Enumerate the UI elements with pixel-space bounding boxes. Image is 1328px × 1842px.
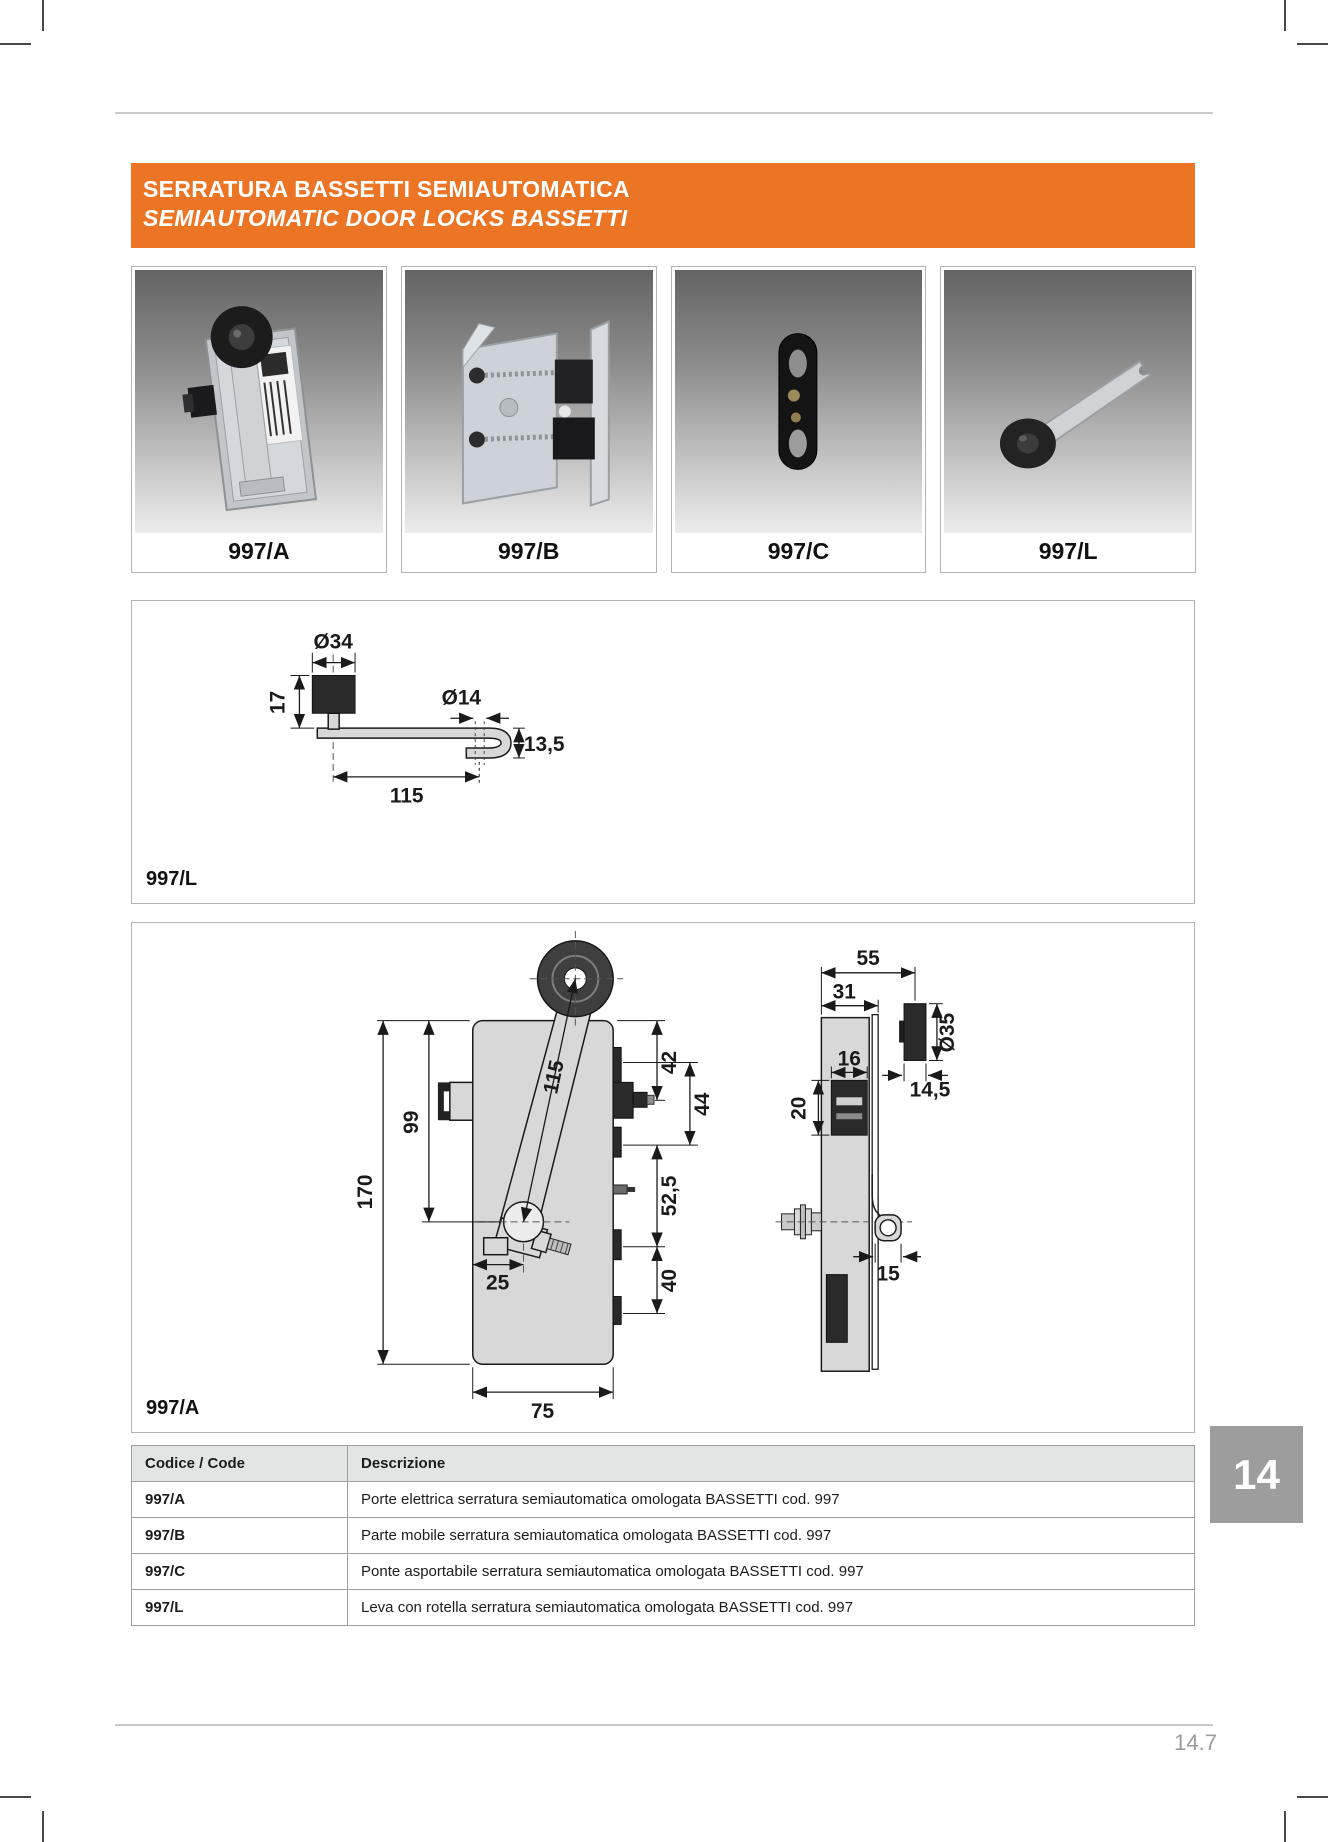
product-photo-997C <box>675 270 923 533</box>
table-row <box>132 1482 1195 1518</box>
technical-drawing-997A <box>131 922 1195 1433</box>
crop-mark <box>0 1796 31 1798</box>
cell-code: 997/L <box>132 1590 348 1626</box>
col-header-description: Descrizione <box>348 1446 1195 1482</box>
side-components <box>613 1048 654 1325</box>
crop-mark <box>1284 1811 1286 1842</box>
product-photo-997L <box>944 270 1192 533</box>
dim-v42: 42 <box>657 1050 681 1075</box>
bottom-divider <box>115 1724 1213 1726</box>
cell-description: Parte mobile serratura semiautomatica omologata BASSETTI cod. 997 <box>348 1518 1195 1554</box>
drawing-997A-canvas <box>132 923 1194 1432</box>
chapter-tab: 14 <box>1210 1426 1303 1523</box>
product-card-997B <box>401 266 657 573</box>
dim-roller-width: 14,5 <box>909 1078 951 1102</box>
bridge-part-photo-sketch <box>675 270 923 533</box>
product-code-label: 997/L <box>1038 537 1098 564</box>
roller-side <box>904 1004 926 1061</box>
product-code-label: 997/B <box>497 537 560 564</box>
product-code-label: 997/C <box>767 537 830 564</box>
dim-body-depth: 31 <box>832 980 856 1004</box>
section-title-italian: SERRATURA BASSETTI SEMIAUTOMATICA <box>143 176 630 202</box>
dim-clamp-width: 16 <box>837 1047 861 1071</box>
dim-rotella-offset: 15 <box>876 1262 900 1286</box>
drawing-label: 997/A <box>146 1397 200 1419</box>
dim-roller-diameter: Ø34 <box>313 630 353 654</box>
dim-clamp-height: 20 <box>787 1096 811 1120</box>
dim-roller-height: 17 <box>266 690 290 714</box>
dim-body-total-height: 170 <box>354 1174 378 1210</box>
product-cards-row <box>131 266 1196 573</box>
table-row <box>132 1518 1195 1554</box>
roller-front <box>312 676 355 714</box>
col-header-code: Codice / Code <box>132 1446 348 1482</box>
product-photo-997A <box>135 270 383 533</box>
cell-description: Ponte asportabile serratura semiautomatica omologata BASSETTI cod. 997 <box>348 1554 1195 1590</box>
dim-v40: 40 <box>657 1268 681 1293</box>
bottom-block-side <box>826 1275 847 1343</box>
mounting-plate-side <box>872 1015 878 1370</box>
pivot-nut <box>484 1238 508 1255</box>
dim-lever-length: 115 <box>389 784 424 808</box>
drawing-997L-canvas <box>132 601 1194 903</box>
crop-mark <box>1284 0 1286 31</box>
section-title-english: SEMIAUTOMATIC DOOR LOCKS BASSETTI <box>143 205 628 231</box>
product-card-997A <box>131 266 387 573</box>
cell-description: Porte elettrica serratura semiautomatica omologata BASSETTI cod. 997 <box>348 1482 1195 1518</box>
mobile-part-photo-sketch <box>405 270 653 533</box>
dim-body-width: 75 <box>530 1400 555 1424</box>
cell-code: 997/B <box>132 1518 348 1554</box>
product-card-997C <box>671 266 927 573</box>
crop-mark <box>1297 43 1328 45</box>
cell-code: 997/A <box>132 1482 348 1518</box>
dim-v44: 44 <box>690 1092 714 1116</box>
crop-mark <box>0 43 31 45</box>
page-number: 14.7 <box>1174 1730 1217 1755</box>
rotella-wheel <box>880 1220 896 1236</box>
dim-hook-height: 13,5 <box>523 733 565 757</box>
left-connector <box>450 1082 473 1120</box>
crop-mark <box>42 1811 44 1842</box>
dim-v52-5: 52,5 <box>657 1175 681 1217</box>
cell-code: 997/C <box>132 1554 348 1590</box>
product-photo-997B <box>405 270 653 533</box>
cell-description: Leva con rotella serratura semiautomatica omologata BASSETTI cod. 997 <box>348 1590 1195 1626</box>
product-code-label: 997/A <box>228 537 290 564</box>
lever-stem <box>328 713 339 729</box>
table-header-row <box>132 1446 1195 1482</box>
clamp-side <box>831 1080 867 1135</box>
lock-body-photo-sketch <box>135 270 383 533</box>
lever-photo-sketch <box>944 270 1192 533</box>
dim-total-depth: 55 <box>856 946 880 970</box>
dim-pivot-height: 99 <box>399 1110 423 1134</box>
product-card-997L <box>940 266 1196 573</box>
top-divider <box>115 112 1213 114</box>
table-row <box>132 1590 1195 1626</box>
crop-mark <box>1297 1796 1328 1798</box>
drawing-label: 997/L <box>146 868 198 890</box>
left-connector-bracket <box>438 1082 450 1120</box>
table-row <box>132 1554 1195 1590</box>
dim-pivot-offset: 25 <box>486 1271 510 1295</box>
dim-roller-diameter-side: Ø35 <box>935 1012 959 1053</box>
technical-drawing-997L <box>131 600 1195 904</box>
spec-table <box>131 1445 1195 1626</box>
lever-profile <box>317 728 511 758</box>
crop-mark <box>42 0 44 31</box>
dim-hook-hole-diameter: Ø14 <box>441 686 482 710</box>
section-banner <box>131 163 1195 248</box>
dim-lever-length: 115 <box>539 1058 569 1096</box>
